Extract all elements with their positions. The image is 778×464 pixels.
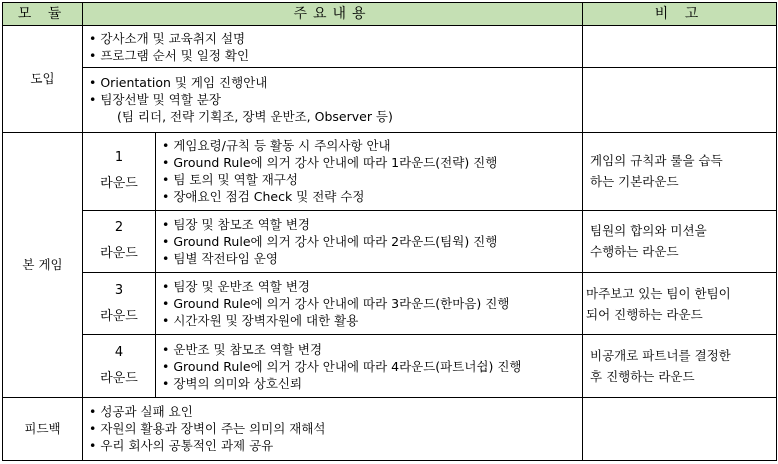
intro-item: • 팀장선발 및 역할 분장 <box>89 92 221 108</box>
feedback-item: • 성공과 실패 요인 <box>89 404 193 420</box>
remark-line: 팀원의 합의와 미션을 <box>590 223 707 239</box>
round-item: • 팀장 및 참모조 역할 변경 <box>162 216 310 232</box>
round-item: • 팀장 및 운반조 역할 변경 <box>162 279 310 295</box>
round-2-remark <box>583 210 777 272</box>
module-main-game: 본 게임 <box>3 132 83 397</box>
round-1-remark <box>583 132 777 210</box>
round-4-remark <box>583 335 777 397</box>
round-word: 라운드 <box>100 371 138 387</box>
intro-item: • Orientation 및 게임 진행안내 <box>89 75 268 91</box>
round-item: • 운반조 및 참모조 역할 변경 <box>162 341 323 357</box>
remark-line: 비공개로 파트너를 결정한 <box>590 348 731 364</box>
intro-item: • 강사소개 및 교육취지 설명 <box>89 30 246 46</box>
round-4-content <box>156 335 583 397</box>
round-3-remark <box>583 273 777 335</box>
feedback-remark <box>583 397 777 460</box>
round-item: • 게임요령/규칙 등 활동 시 주의사항 안내 <box>162 138 391 154</box>
intro-remark-1 <box>583 26 777 68</box>
remark-line: 되어 진행하는 라운드 <box>586 306 703 322</box>
header-module: 모 듈 <box>3 3 83 26</box>
module-feedback: 피드백 <box>3 397 83 460</box>
round-1-content <box>156 132 583 210</box>
feedback-item: • 우리 회사의 공통적인 과제 공유 <box>89 438 274 454</box>
intro-item: • 프로그램 순서 및 일정 확인 <box>89 47 250 63</box>
round-item: • Ground Rule에 의거 강사 안내에 따라 3라운드(한마음) 진행 <box>162 296 510 312</box>
round-number: 3 <box>114 282 124 298</box>
round-4-label <box>83 335 156 397</box>
round-item: • 시간자원 및 장벽자원에 대한 활용 <box>162 313 359 329</box>
round-1-label <box>83 132 156 210</box>
round-item: • 팀 토의 및 역할 재구성 <box>162 172 298 188</box>
round-word: 라운드 <box>100 176 138 192</box>
round-item: • 장벽의 의미와 상호신뢰 <box>162 375 303 391</box>
remark-line: 마주보고 있는 팀이 한팀이 <box>586 285 731 301</box>
round-item: • Ground Rule에 의거 강사 안내에 따라 2라운드(팀웍) 진행 <box>162 233 498 249</box>
intro-remark-2 <box>583 68 777 132</box>
round-item: • Ground Rule에 의거 강사 안내에 따라 1라운드(전략) 진행 <box>162 155 498 171</box>
header-remarks: 비 고 <box>583 3 777 26</box>
round-2-label <box>83 210 156 272</box>
round-item: • Ground Rule에 의거 강사 안내에 따라 4라운드(파트너쉽) 진행 <box>162 358 522 374</box>
feedback-item: • 자원의 활용과 장벽이 주는 의미의 재해석 <box>89 421 326 437</box>
remark-line: 수행하는 라운드 <box>590 244 679 260</box>
remark-line: 후 진행하는 라운드 <box>590 369 695 385</box>
round-item: • 장애요인 점검 Check 및 전략 수정 <box>162 189 365 205</box>
intro-block-2 <box>83 68 583 132</box>
program-table <box>2 2 777 461</box>
round-number: 4 <box>114 345 124 361</box>
round-3-label <box>83 273 156 335</box>
feedback-content <box>83 397 583 460</box>
round-3-content <box>156 273 583 335</box>
round-word: 라운드 <box>100 246 138 262</box>
round-number: 1 <box>114 150 124 166</box>
round-word: 라운드 <box>100 308 138 324</box>
round-item: • 팀별 작전타임 운영 <box>162 250 278 266</box>
round-2-content <box>156 210 583 272</box>
round-number: 2 <box>114 220 124 236</box>
intro-block-1 <box>83 26 583 68</box>
intro-sub-item: (팀 리더, 전략 기획조, 장벽 운반조, Observer 등) <box>117 109 393 125</box>
module-intro: 도입 <box>3 26 83 132</box>
remark-line: 하는 기본라운드 <box>590 174 679 190</box>
header-content: 주요내용 <box>83 3 583 26</box>
remark-line: 게임의 규칙과 룰을 습득 <box>590 153 723 169</box>
